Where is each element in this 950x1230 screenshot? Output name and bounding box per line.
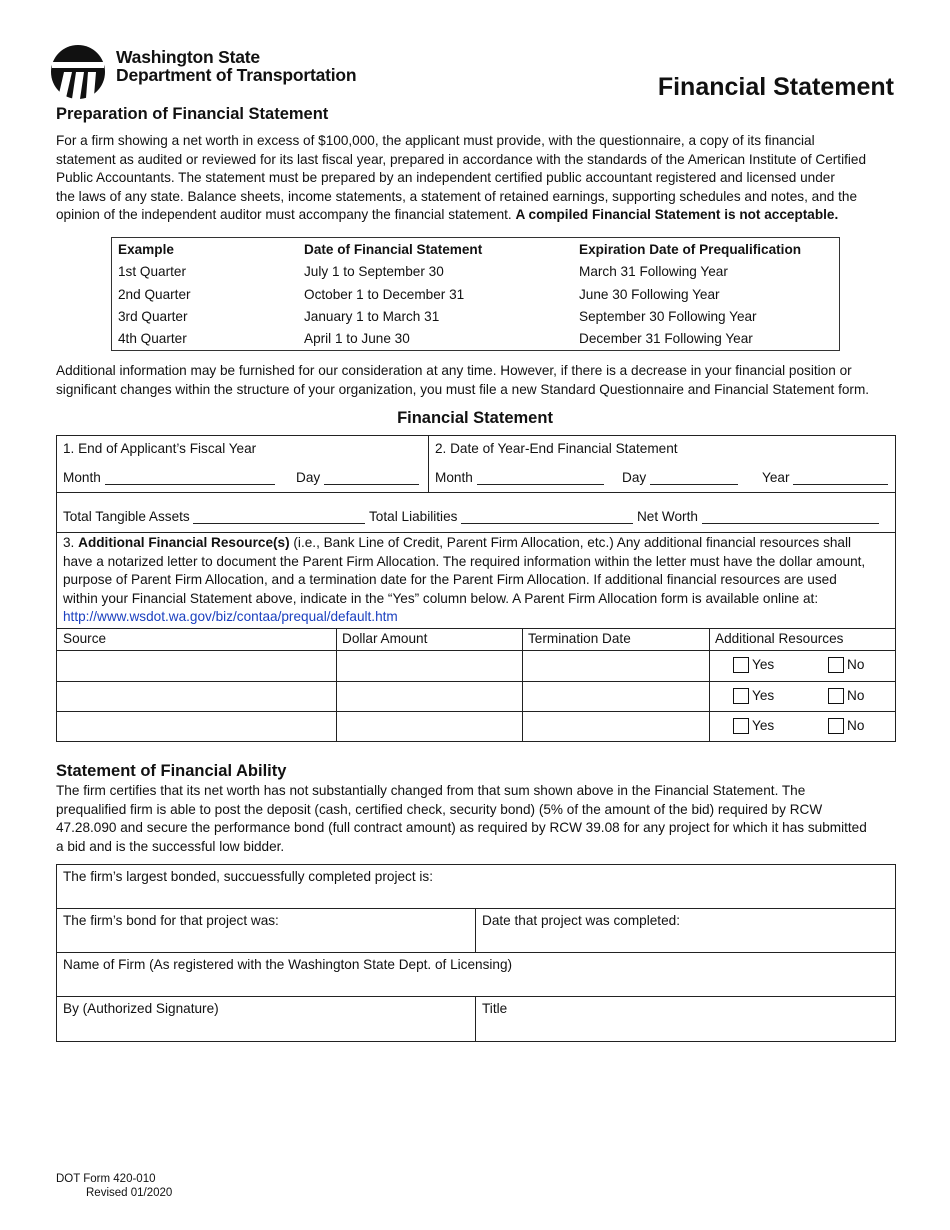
table-cell: December 31 Following Year: [579, 331, 753, 346]
divider: [57, 996, 895, 997]
expiration-header: Expiration Date of Prequalification: [579, 242, 802, 257]
yes-option[interactable]: [733, 688, 774, 704]
afr-line: have a notarized letter to document the Parent Firm Allocation. The required information within the letter must have the dollar amount,: [63, 553, 866, 569]
no-label: No: [847, 657, 865, 672]
liabilities-field[interactable]: [461, 509, 633, 524]
title-field[interactable]: Title: [482, 1001, 508, 1016]
ability-form: [56, 864, 896, 1042]
liabilities-label: Total Liabilities: [369, 509, 458, 524]
prep-bold-note: A compiled Financial Statement is not acceptable.: [515, 207, 839, 223]
yes-checkbox[interactable]: [733, 688, 749, 704]
prep-heading: Preparation of Financial Statement: [56, 105, 329, 123]
year-label: Year: [762, 470, 790, 485]
divider: [57, 532, 895, 533]
form-number: DOT Form 420-010: [56, 1173, 156, 1185]
org-name: [116, 48, 356, 84]
ability-paragraph: [56, 782, 906, 856]
divider: [709, 628, 710, 741]
ye-day-field[interactable]: [650, 470, 738, 485]
firm-name-field[interactable]: Name of Firm (As registered with the Washington State Dept. of Licensing): [63, 957, 513, 972]
col-termination-date: Termination Date: [528, 631, 631, 646]
net-worth-field[interactable]: [702, 509, 879, 524]
yes-label: Yes: [752, 657, 775, 672]
table-cell: October 1 to December 31: [304, 287, 465, 302]
fs-form: [56, 435, 896, 742]
day-label: Day: [622, 470, 647, 485]
fs-heading: Financial Statement: [397, 409, 553, 427]
wsdot-logo-icon: [50, 44, 106, 100]
bond-amount-field[interactable]: The firm’s bond for that project was:: [63, 913, 279, 928]
table-cell: March 31 Following Year: [579, 264, 728, 279]
divider: [57, 628, 895, 629]
ability-line: 47.28.090 and secure the performance bond (full contract amount) as required by RCW 39.08 for any project for which it has submitted: [56, 820, 867, 836]
prep-line: Public Accountants. The statement must be prepared by an independent certified public accountant registered and licensed under: [56, 170, 835, 186]
form-title: Financial Statement: [657, 73, 894, 101]
prep-line: For a firm showing a net worth in excess of $100,000, the applicant must provide, with the questionnaire, a copy of its financial: [56, 133, 815, 148]
no-label: No: [847, 718, 865, 733]
divider: [57, 711, 895, 712]
no-checkbox[interactable]: [828, 718, 844, 734]
prep-line: [56, 206, 906, 225]
month-label: Month: [435, 470, 473, 485]
prep-line: the laws of any state. Balance sheets, income statements, a statement of retained earnings, supporting schedules and notes, and the: [56, 188, 858, 204]
table-cell: 4th Quarter: [118, 331, 187, 346]
signature-field[interactable]: By (Authorized Signature): [63, 1001, 219, 1016]
divider: [475, 908, 476, 952]
year-end-label: 2. Date of Year-End Financial Statement: [435, 441, 678, 456]
ability-line: The firm certifies that its net worth has not substantially changed from that sum shown above in the Financial Statement. The: [56, 783, 806, 798]
revised-date: Revised 01/2020: [86, 1187, 173, 1199]
prep-paragraph: [56, 132, 906, 225]
divider: [57, 681, 895, 682]
no-option[interactable]: [828, 688, 864, 704]
fiscal-day: [296, 470, 419, 485]
divider: [57, 650, 895, 651]
afr-bold: Additional Financial Resource(s): [78, 535, 290, 550]
yes-checkbox[interactable]: [733, 657, 749, 673]
fiscal-year-label: 1. End of Applicant’s Fiscal Year: [63, 441, 257, 456]
org-line2: Department of Transportation: [116, 65, 357, 85]
example-header: Example: [118, 242, 174, 257]
divider: [336, 628, 337, 741]
divider: [57, 952, 895, 953]
net-worth-label: Net Worth: [636, 509, 698, 524]
parent-firm-allocation-link[interactable]: http://www.wsdot.wa.gov/biz/contaa/prequal/default.htm: [63, 609, 398, 625]
additional-info-line: Additional information may be furnished for our consideration at any time. However, if there is a decrease in your financial position or: [56, 363, 852, 378]
afr-line: purpose of Parent Firm Allocation, and a termination date for the Parent Firm Allocation. If additional financial resources are used: [63, 572, 837, 588]
divider: [428, 436, 429, 492]
tangible-assets-label: Total Tangible Assets: [63, 509, 190, 524]
example-table: [111, 237, 840, 351]
yes-option[interactable]: [733, 718, 774, 734]
afr-paragraph: [63, 534, 893, 627]
ability-heading: Statement of Financial Ability: [56, 762, 287, 780]
table-cell: June 30 Following Year: [579, 287, 720, 302]
fiscal-month: [63, 470, 275, 485]
table-cell: 2nd Quarter: [118, 287, 191, 302]
no-label: No: [847, 688, 865, 703]
yes-checkbox[interactable]: [733, 718, 749, 734]
yes-option[interactable]: [733, 657, 774, 673]
afr-number: 3.: [63, 535, 75, 550]
ye-month: [435, 470, 604, 485]
no-option[interactable]: [828, 718, 864, 734]
ye-day: [622, 470, 738, 485]
ye-year: [762, 470, 888, 485]
table-cell: September 30 Following Year: [579, 309, 757, 324]
divider: [57, 908, 895, 909]
date-header: Date of Financial Statement: [304, 242, 483, 257]
day-label: Day: [296, 470, 321, 485]
completion-date-field[interactable]: Date that project was completed:: [482, 913, 680, 928]
tangible-assets-field[interactable]: [193, 509, 365, 524]
ability-line: a bid and is the successful low bidder.: [56, 838, 285, 854]
ye-month-field[interactable]: [477, 470, 604, 485]
col-source: Source: [63, 631, 107, 646]
divider: [475, 996, 476, 1041]
fiscal-month-field[interactable]: [105, 470, 275, 485]
afr-line: within your Financial Statement above, indicate in the “Yes” column below. A Parent Firm Allocation form is available online at:: [63, 590, 819, 606]
wsdot-logo: [50, 44, 390, 98]
afr-text: (i.e., Bank Line of Credit, Parent Firm Allocation, etc.) Any additional financial resources shall: [293, 535, 852, 550]
no-option[interactable]: [828, 657, 864, 673]
yes-label: Yes: [752, 718, 775, 733]
month-label: Month: [63, 470, 101, 485]
fiscal-day-field[interactable]: [324, 470, 419, 485]
table-cell: 1st Quarter: [118, 264, 186, 279]
divider: [57, 492, 895, 493]
table-cell: April 1 to June 30: [304, 331, 410, 346]
col-dollar-amount: Dollar Amount: [342, 631, 428, 646]
no-checkbox[interactable]: [828, 657, 844, 673]
divider: [522, 628, 523, 741]
col-additional-resources: Additional Resources: [715, 631, 844, 646]
largest-project-field[interactable]: The firm’s largest bonded, succuessfully completed project is:: [63, 869, 433, 884]
ye-year-field[interactable]: [793, 470, 888, 485]
yes-label: Yes: [752, 688, 775, 703]
prep-line: statement as audited or reviewed for its last fiscal year, prepared in accordance with the standards of the American Institute of Certified: [56, 151, 867, 167]
no-checkbox[interactable]: [828, 688, 844, 704]
afr-line: [63, 534, 893, 553]
footer: [56, 1172, 172, 1200]
prep-text: opinion of the independent auditor must accompany the financial statement.: [56, 207, 512, 223]
table-cell: July 1 to September 30: [304, 264, 444, 279]
table-cell: January 1 to March 31: [304, 309, 440, 324]
additional-info-line: significant changes within the structure of your organization, you must file a new Standard Questionnaire and Financial Statement form.: [56, 381, 870, 397]
totals-row: [63, 509, 889, 524]
org-line1: Washington State: [116, 47, 260, 67]
additional-info: [56, 362, 906, 399]
table-cell: 3rd Quarter: [118, 309, 188, 324]
ability-line: prequalified firm is able to post the deposit (cash, certified check, security bond) (5% of the amount of the bid) required by RCW: [56, 801, 823, 817]
